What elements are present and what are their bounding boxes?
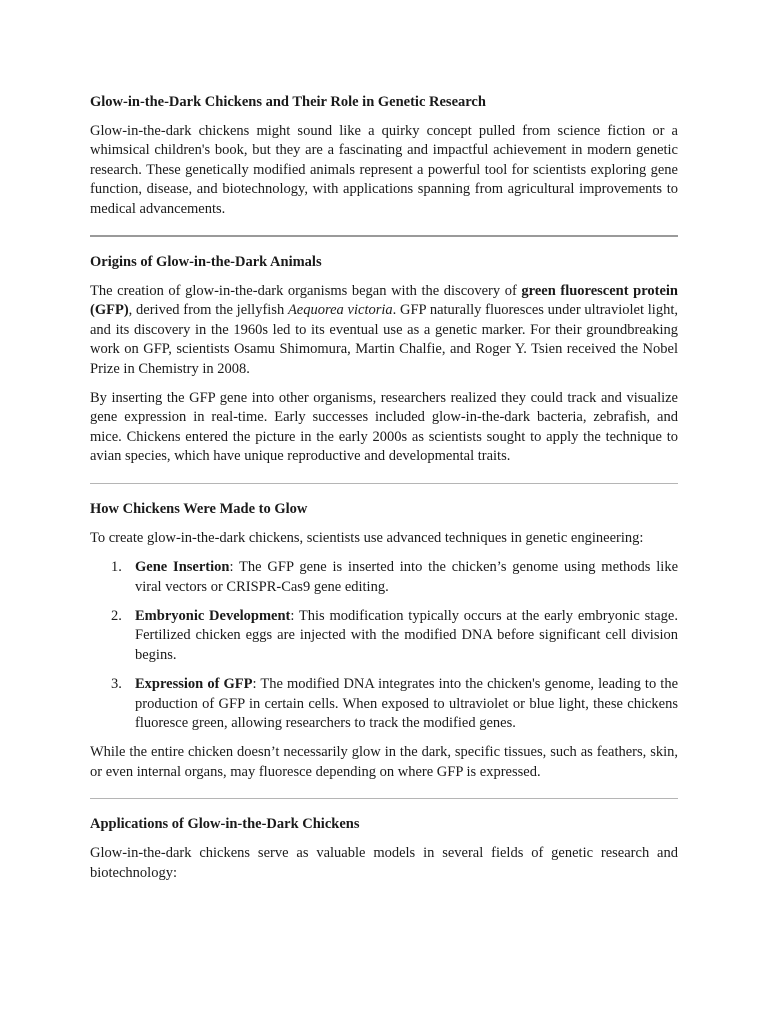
methods-outro: While the entire chicken doesn’t necessarily glow in the dark, specific tissues, such as feathers, skin, or even internal organs, may fluoresce depending on where GFP is expressed.	[90, 744, 678, 780]
list-item: 3. Expression of GFP: The modified DNA integrates into the chicken's genome, leading to the production of GFP in certain cells. When exposed to ultraviolet or blue light, these chickens fluoresce green, allowing researchers to track the modified genes.	[111, 676, 679, 731]
list-item: 1. Gene Insertion: The GFP gene is inserted into the chicken’s genome using methods like viral vectors or CRISPR-Cas9 gene editing.	[111, 559, 679, 595]
intro-paragraph: Glow-in-the-dark chickens might sound like a quirky concept pulled from science fiction or a whimsical children's book, but they are a fascinating and impactful achievement in modern genetic research. These genetically modified animals represent a powerful tool for scientists exploring gene function, disease, and biotechnology, with applications spanning from agricultural improvements to medical advancements.	[90, 123, 678, 217]
applications-paragraph: Glow-in-the-dark chickens serve as valuable models in several fields of genetic research and biotechnology:	[90, 845, 678, 881]
origins-paragraph-1: The creation of glow-in-the-dark organisms began with the discovery of green fluorescent protein (GFP), derived from the jellyfish Aequorea victoria. GFP naturally fluoresces under ultraviolet light, and its discovery in the 1960s led to its eventual use as a genetic marker. For their groundbreaking work on GFP, scientists Osamu Shimomura, Martin Chalfie, and Roger Y. Tsien received the Nobel Prize in Chemistry in 2008.	[90, 283, 678, 377]
document-page	[90, 93, 678, 893]
section-title-methods: How Chickens Were Made to Glow	[90, 500, 308, 517]
section-divider	[90, 235, 678, 237]
section-divider	[90, 483, 678, 484]
gfp-term: green fluorescent protein (GFP)	[90, 283, 678, 319]
origins-paragraph-2: By inserting the GFP gene into other organisms, researchers realized they could track and visualize gene expression in real-time. Early successes included glow-in-the-dark bacteria, zebrafish, and mice. Chickens entered the picture in the early 2000s as scientists sought to apply the technique to avian species, which have unique reproductive and developmental traits.	[90, 390, 678, 465]
methods-intro: To create glow-in-the-dark chickens, scientists use advanced techniques in genetic engineering:	[90, 529, 644, 546]
methods-steps-list	[90, 558, 678, 733]
jellyfish-species: Aequorea victoria	[287, 302, 393, 319]
section-title-intro: Glow-in-the-Dark Chickens and Their Role in Genetic Research	[90, 94, 486, 110]
section-title-origins: Origins of Glow-in-the-Dark Animals	[90, 254, 322, 271]
list-item: 2. Embryonic Development: This modification typically occurs at the early embryonic stage. Fertilized chicken eggs are injected with the modified DNA before significant cell division begins.	[111, 607, 678, 663]
section-title-applications: Applications of Glow-in-the-Dark Chickens	[90, 816, 360, 833]
section-divider	[90, 798, 678, 799]
